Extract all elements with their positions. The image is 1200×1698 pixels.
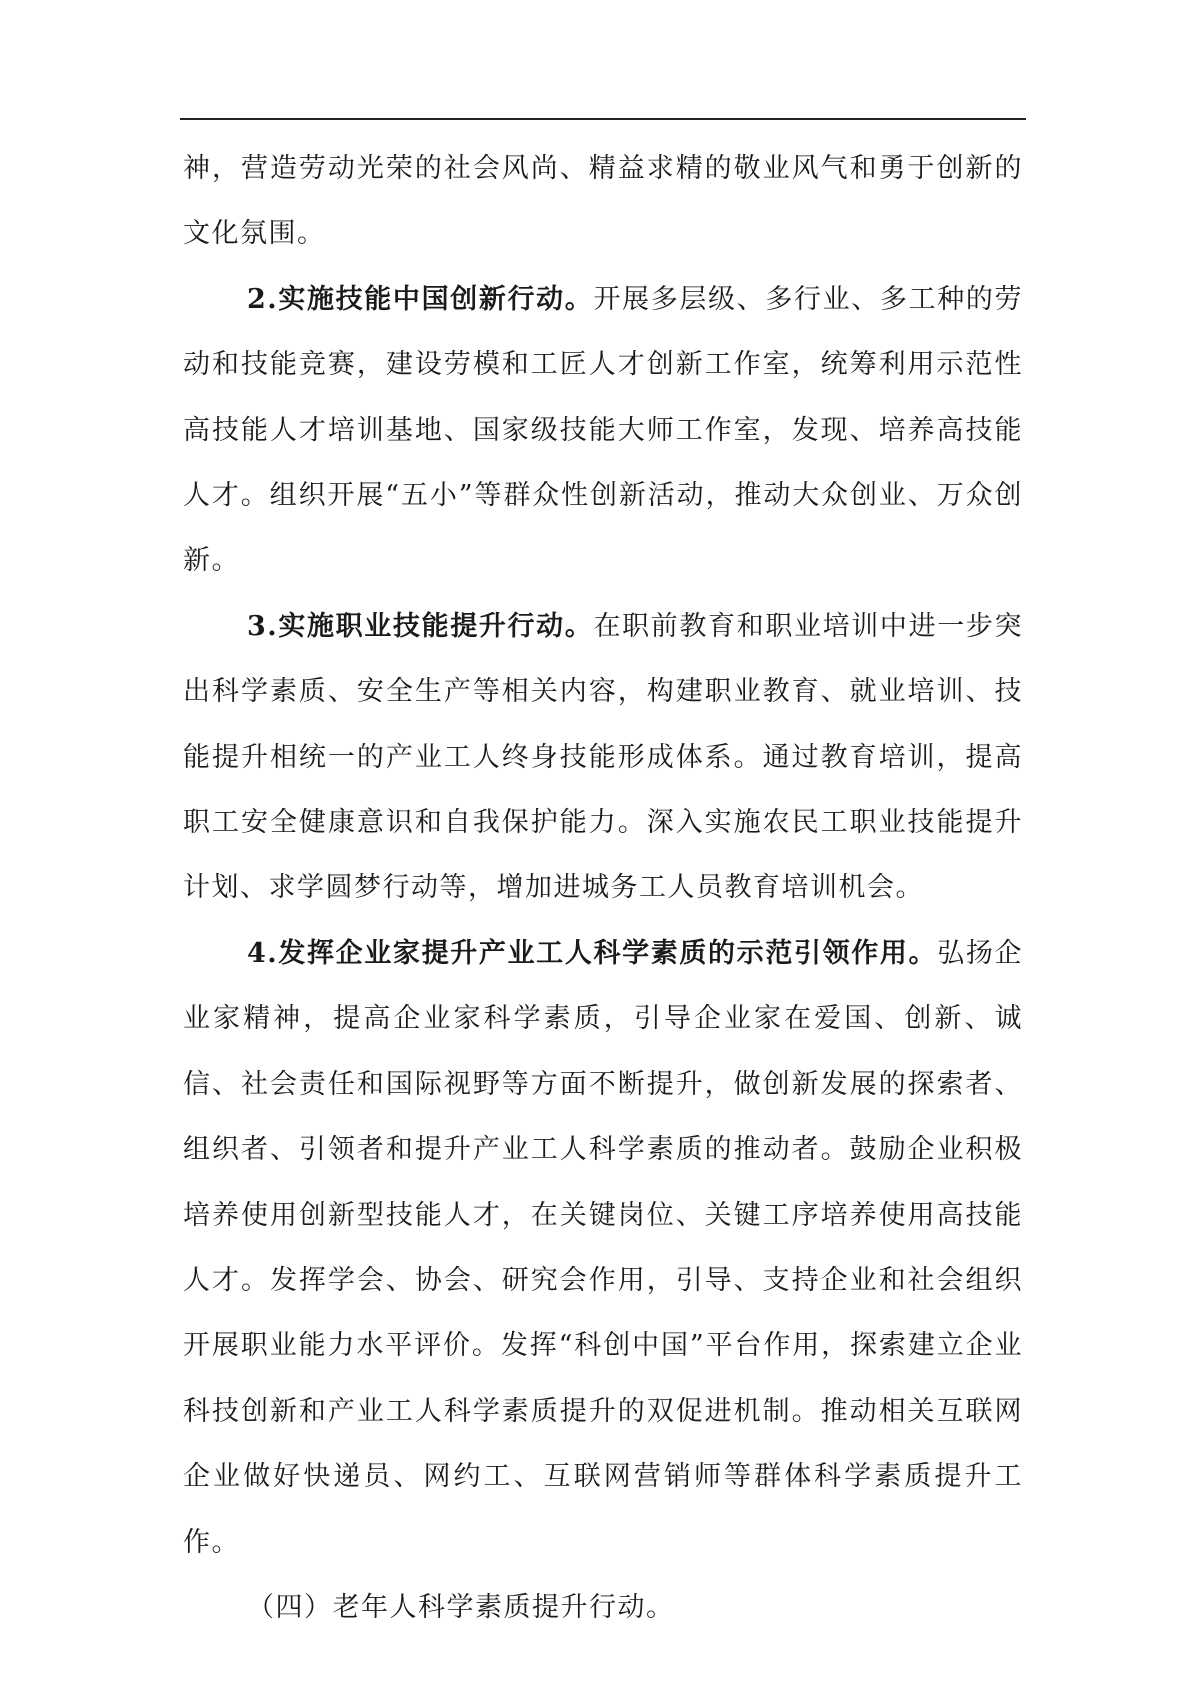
header-rule bbox=[180, 118, 1026, 120]
paragraph-text: 开展多层级、多行业、多工种的劳动和技能竞赛，建设劳模和工匠人才创新工作室，统筹利用示范性高技能人才培训基地、国家级技能大师工作室，发现、培养高技能人才。组织开展“五小”等群众性创新活动，推动大众创业、万众创新。 bbox=[183, 283, 1024, 577]
paragraph-text: 弘扬企业家精神，提高企业家科学素质，引导企业家在爱国、创新、诚信、社会责任和国际视野等方面不断提升，做创新发展的探索者、组织者、引领者和提升产业工人科学素质的推动者。鼓励企业积极培养使用创新型技能人才，在关键岗位、关键工序培养使用高技能人才。发挥学会、协会、研究会作用，引导、支持企业和社会组织开展职业能力水平评价。发挥“科创中国”平台作用，探索建立企业科技创新和产业工人科学素质提升的双促进机制。推动相关互联网企业做好快递员、网约工、互联网营销师等群体科学素质提升工作。 bbox=[183, 937, 1024, 1558]
paragraph-item-3 bbox=[183, 594, 1023, 921]
paragraph-item-4 bbox=[183, 921, 1023, 1575]
paragraph-text: 神，营造劳动光荣的社会风尚、精益求精的敬业风气和勇于创新的文化氛围。 bbox=[183, 153, 1023, 250]
document-body bbox=[183, 136, 1023, 1640]
paragraph-item-2 bbox=[183, 267, 1023, 594]
section-heading bbox=[183, 1575, 1023, 1640]
section-heading-text: （四）老年人科学素质提升行动。 bbox=[247, 1591, 675, 1623]
paragraph-text: 在职前教育和职业培训中进一步突出科学素质、安全生产等相关内容，构建职业教育、就业培训、技能提升相统一的产业工人终身技能形成体系。通过教育培训，提高职工安全健康意识和自我保护能力。深入实施农民工职业技能提升计划、求学圆梦行动等，增加进城务工人员教育培训机会。 bbox=[183, 610, 1024, 904]
paragraph-lead: 3.实施职业技能提升行动。 bbox=[247, 610, 594, 642]
paragraph-lead: 4.发挥企业家提升产业工人科学素质的示范引领作用。 bbox=[247, 937, 938, 969]
paragraph-lead: 2.实施技能中国创新行动。 bbox=[247, 283, 594, 315]
paragraph-continuation bbox=[183, 136, 1023, 267]
